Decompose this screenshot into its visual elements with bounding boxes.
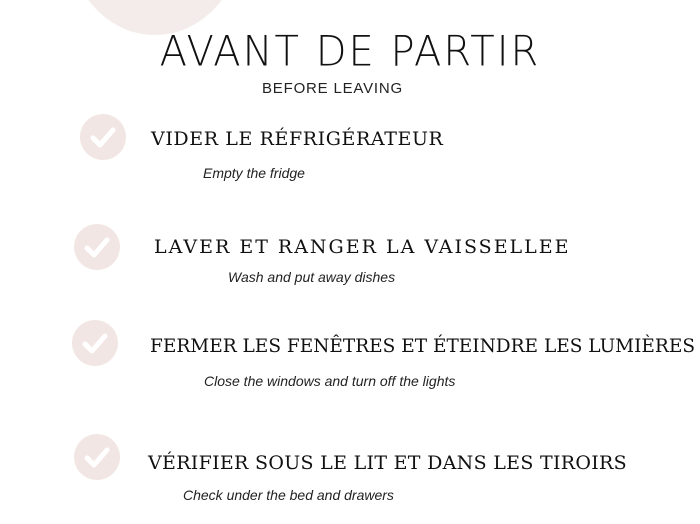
item-title: FERMER LES FENÊTRES ET ÉTEINDRE LES LUMIÈRES: [150, 336, 696, 357]
checklist-item: [0, 434, 700, 524]
checklist-item: [0, 112, 700, 202]
item-subtitle: Close the windows and turn off the lights: [204, 373, 456, 389]
item-title: LAVER ET RANGER LA VAISSELLEE: [154, 236, 571, 258]
page-title: AVANT DE PARTIR: [159, 27, 541, 77]
page-subtitle: BEFORE LEAVING: [262, 80, 403, 97]
checkmark-icon: [74, 434, 120, 480]
item-title: VÉRIFIER SOUS LE LIT ET DANS LES TIROIRS: [148, 452, 627, 474]
item-subtitle: Check under the bed and drawers: [183, 487, 394, 503]
item-subtitle: Empty the fridge: [203, 165, 305, 181]
checklist-item: [0, 320, 700, 410]
item-title: VIDER LE RÉFRIGÉRATEUR: [151, 128, 444, 150]
checklist-item: [0, 224, 700, 314]
checkmark-icon: [72, 320, 118, 366]
item-subtitle: Wash and put away dishes: [228, 269, 396, 285]
checkmark-icon: [74, 224, 120, 270]
checkmark-icon: [80, 114, 126, 160]
